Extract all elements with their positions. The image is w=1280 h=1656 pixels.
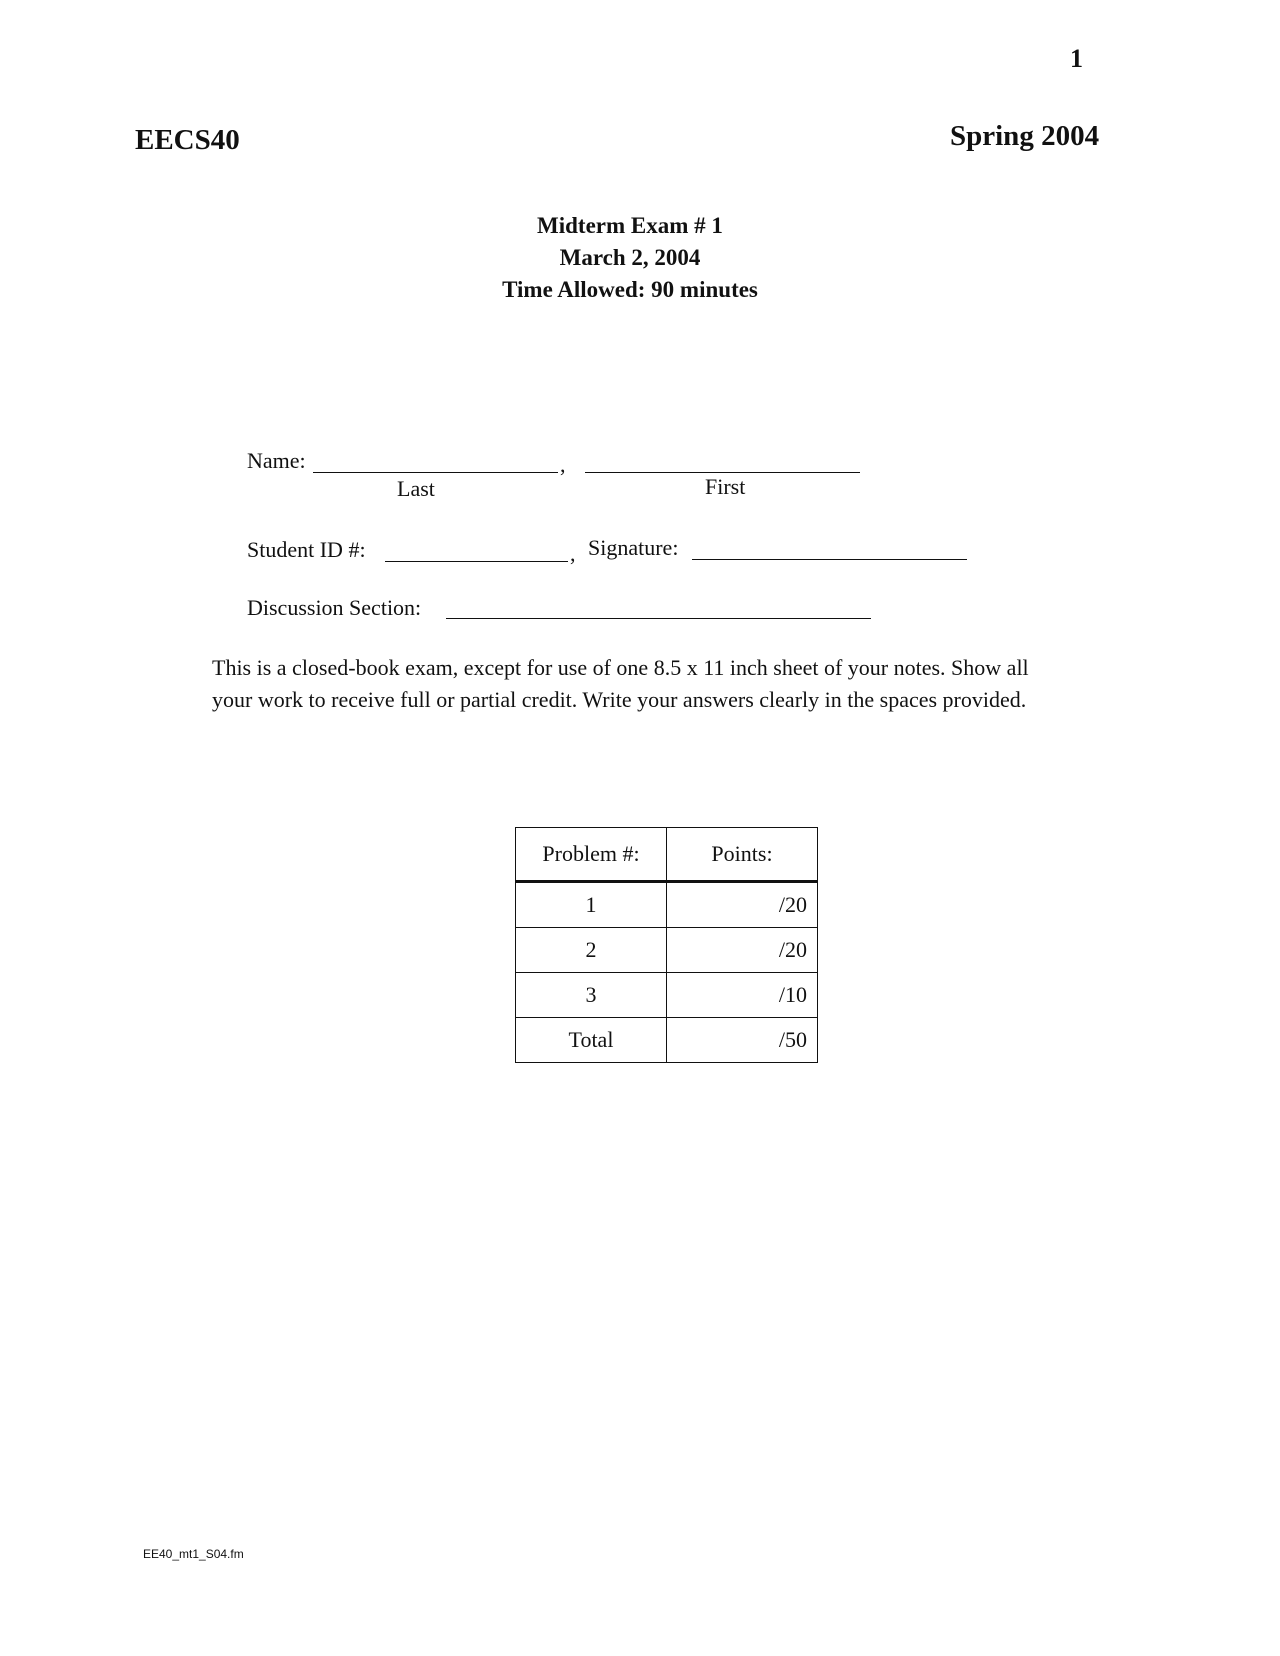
page-number: 1 — [1070, 44, 1083, 73]
points-cell: /20 — [667, 882, 818, 928]
discussion-section-label: Discussion Section: — [247, 595, 422, 620]
problem-cell: 1 — [516, 882, 667, 928]
exam-time-allowed: Time Allowed: 90 minutes — [502, 277, 758, 302]
first-label: First — [705, 474, 746, 499]
first-name-field[interactable] — [585, 472, 860, 473]
table-row — [516, 928, 818, 973]
id-comma: , — [570, 541, 576, 566]
footer-filename: EE40_mt1_S04.fm — [143, 1547, 244, 1561]
points-cell: /20 — [667, 928, 818, 973]
header-points: Points: — [667, 828, 818, 882]
signature-label: Signature: — [588, 535, 679, 560]
table-row — [516, 1018, 818, 1063]
table-row — [516, 882, 818, 928]
discussion-section-field[interactable] — [446, 618, 871, 619]
points-cell: /10 — [667, 973, 818, 1018]
exam-title: Midterm Exam # 1 — [537, 213, 723, 238]
exam-date: March 2, 2004 — [559, 245, 701, 270]
course-code: EECS40 — [135, 124, 240, 156]
points-cell-total: /50 — [667, 1018, 818, 1063]
exam-heading — [440, 210, 820, 306]
problem-cell: 2 — [516, 928, 667, 973]
score-table-header — [516, 828, 818, 882]
last-name-field[interactable] — [313, 472, 558, 473]
last-label: Last — [397, 476, 435, 501]
instructions: This is a closed-book exam, except for use of one 8.5 x 11 inch sheet of your notes. Show all your work to receive full or partial credit. Write your answers clearly in the spaces provided. — [212, 655, 1029, 712]
signature-field[interactable] — [692, 559, 967, 560]
problem-cell: 3 — [516, 973, 667, 1018]
header-problem: Problem #: — [516, 828, 667, 882]
name-comma: , — [560, 452, 566, 477]
student-id-field[interactable] — [385, 561, 568, 562]
table-row — [516, 973, 818, 1018]
problem-cell-total: Total — [516, 1018, 667, 1063]
name-label: Name: — [247, 448, 306, 473]
term: Spring 2004 — [950, 120, 1100, 152]
score-table — [515, 827, 818, 1063]
student-id-label: Student ID #: — [247, 537, 366, 562]
